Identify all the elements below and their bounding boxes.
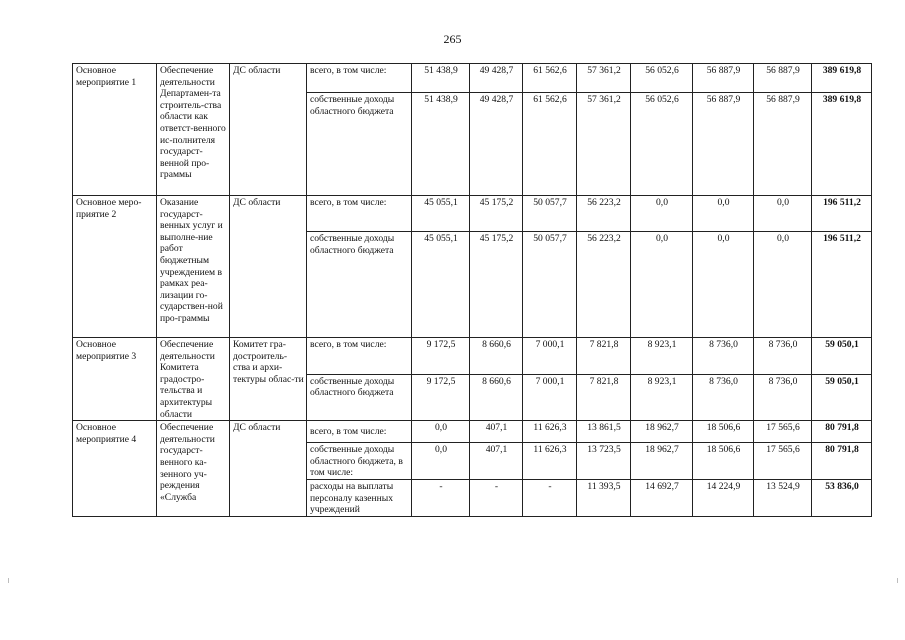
value-cell: - bbox=[412, 480, 470, 517]
value-cell: 49 428,7 bbox=[470, 64, 523, 93]
source-cell: всего, в том числе: bbox=[307, 421, 412, 443]
value-cell: 11 626,3 bbox=[523, 443, 577, 480]
scan-edge-mark-left bbox=[8, 578, 9, 583]
value-cell: 56 887,9 bbox=[693, 64, 754, 93]
value-cell: 8 923,1 bbox=[631, 374, 693, 421]
value-cell: 407,1 bbox=[470, 421, 523, 443]
event-description-cell: Оказание государст-венных услуг и выполне-ние работ бюджетным учреждением в рамках реа-лизации го-сударствен-ной про-граммы bbox=[157, 196, 230, 338]
value-cell: 57 361,2 bbox=[577, 64, 631, 93]
total-cell: 389 619,8 bbox=[812, 64, 872, 93]
value-cell: 14 692,7 bbox=[631, 480, 693, 517]
table-row bbox=[73, 196, 872, 232]
value-cell: 8 736,0 bbox=[693, 338, 754, 375]
value-cell: 13 861,5 bbox=[577, 421, 631, 443]
executor-cell: ДС области bbox=[230, 196, 307, 338]
total-cell: 59 050,1 bbox=[812, 338, 872, 375]
executor-cell: Комитет гра-достроитель-ства и архи-тектуры облас-ти bbox=[230, 338, 307, 421]
value-cell: 51 438,9 bbox=[412, 93, 470, 196]
value-cell: 8 923,1 bbox=[631, 338, 693, 375]
value-cell: 56 052,6 bbox=[631, 64, 693, 93]
value-cell: 18 506,6 bbox=[693, 443, 754, 480]
value-cell: 13 524,9 bbox=[754, 480, 812, 517]
value-cell: 0,0 bbox=[631, 196, 693, 232]
value-cell: 0,0 bbox=[754, 232, 812, 338]
source-cell: собственные доходы областного бюджета, в том числе: bbox=[307, 443, 412, 480]
value-cell: 61 562,6 bbox=[523, 64, 577, 93]
value-cell: 56 223,2 bbox=[577, 196, 631, 232]
total-cell: 389 619,8 bbox=[812, 93, 872, 196]
source-cell: собственные доходы областного бюджета bbox=[307, 93, 412, 196]
event-description-cell: Обеспечение деятельности Комитета градостро-тельства и архитектуры области bbox=[157, 338, 230, 421]
value-cell: 0,0 bbox=[693, 196, 754, 232]
table-row bbox=[73, 338, 872, 375]
source-cell: собственные доходы областного бюджета bbox=[307, 232, 412, 338]
value-cell: 9 172,5 bbox=[412, 338, 470, 375]
value-cell: 8 736,0 bbox=[693, 374, 754, 421]
value-cell: 0,0 bbox=[693, 232, 754, 338]
total-cell: 196 511,2 bbox=[812, 196, 872, 232]
value-cell: 51 438,9 bbox=[412, 64, 470, 93]
value-cell: 7 821,8 bbox=[577, 374, 631, 421]
value-cell: 18 962,7 bbox=[631, 421, 693, 443]
event-name-cell: Основное мероприятие 1 bbox=[73, 64, 157, 196]
value-cell: - bbox=[523, 480, 577, 517]
value-cell: 8 660,6 bbox=[470, 374, 523, 421]
value-cell: 8 660,6 bbox=[470, 338, 523, 375]
value-cell: 8 736,0 bbox=[754, 338, 812, 375]
value-cell: 45 055,1 bbox=[412, 196, 470, 232]
event-description-cell: Обеспечение деятельности государст-венного ка-зенного уч-реждения «Служба bbox=[157, 421, 230, 517]
value-cell: 13 723,5 bbox=[577, 443, 631, 480]
total-cell: 53 836,0 bbox=[812, 480, 872, 517]
total-cell: 80 791,8 bbox=[812, 443, 872, 480]
value-cell: 56 223,2 bbox=[577, 232, 631, 338]
value-cell: 56 887,9 bbox=[754, 93, 812, 196]
scan-edge-mark-right bbox=[897, 578, 898, 583]
value-cell: 50 057,7 bbox=[523, 196, 577, 232]
value-cell: 17 565,6 bbox=[754, 421, 812, 443]
value-cell: 45 055,1 bbox=[412, 232, 470, 338]
value-cell: 7 821,8 bbox=[577, 338, 631, 375]
value-cell: 45 175,2 bbox=[470, 196, 523, 232]
event-name-cell: Основное меро-приятие 2 bbox=[73, 196, 157, 338]
value-cell: 17 565,6 bbox=[754, 443, 812, 480]
value-cell: 8 736,0 bbox=[754, 374, 812, 421]
source-cell: собственные доходы областного бюджета bbox=[307, 374, 412, 421]
executor-cell: ДС области bbox=[230, 421, 307, 517]
budget-table bbox=[72, 63, 872, 517]
executor-cell: ДС области bbox=[230, 64, 307, 196]
value-cell: - bbox=[470, 480, 523, 517]
value-cell: 9 172,5 bbox=[412, 374, 470, 421]
value-cell: 11 626,3 bbox=[523, 421, 577, 443]
value-cell: 7 000,1 bbox=[523, 374, 577, 421]
event-name-cell: Основное мероприятие 3 bbox=[73, 338, 157, 421]
source-cell: всего, в том числе: bbox=[307, 196, 412, 232]
value-cell: 7 000,1 bbox=[523, 338, 577, 375]
event-description-cell: Обеспечение деятельности Департамен-та строитель-ства области как ответст-венного ис-полнителя государст-венной про-граммы bbox=[157, 64, 230, 196]
value-cell: 0,0 bbox=[754, 196, 812, 232]
value-cell: 0,0 bbox=[631, 232, 693, 338]
source-cell: всего, в том числе: bbox=[307, 64, 412, 93]
value-cell: 56 887,9 bbox=[754, 64, 812, 93]
value-cell: 407,1 bbox=[470, 443, 523, 480]
value-cell: 56 887,9 bbox=[693, 93, 754, 196]
total-cell: 80 791,8 bbox=[812, 421, 872, 443]
value-cell: 0,0 bbox=[412, 443, 470, 480]
table-row bbox=[73, 421, 872, 443]
value-cell: 14 224,9 bbox=[693, 480, 754, 517]
page-number: 265 bbox=[443, 32, 462, 46]
total-cell: 59 050,1 bbox=[812, 374, 872, 421]
value-cell: 18 962,7 bbox=[631, 443, 693, 480]
value-cell: 49 428,7 bbox=[470, 93, 523, 196]
total-cell: 196 511,2 bbox=[812, 232, 872, 338]
value-cell: 18 506,6 bbox=[693, 421, 754, 443]
value-cell: 57 361,2 bbox=[577, 93, 631, 196]
source-cell: расходы на выплаты персоналу казенных учреждений bbox=[307, 480, 412, 517]
value-cell: 0,0 bbox=[412, 421, 470, 443]
value-cell: 56 052,6 bbox=[631, 93, 693, 196]
table-row bbox=[73, 64, 872, 93]
value-cell: 11 393,5 bbox=[577, 480, 631, 517]
source-cell: всего, в том числе: bbox=[307, 338, 412, 375]
value-cell: 61 562,6 bbox=[523, 93, 577, 196]
value-cell: 50 057,7 bbox=[523, 232, 577, 338]
event-name-cell: Основное мероприятие 4 bbox=[73, 421, 157, 517]
value-cell: 45 175,2 bbox=[470, 232, 523, 338]
